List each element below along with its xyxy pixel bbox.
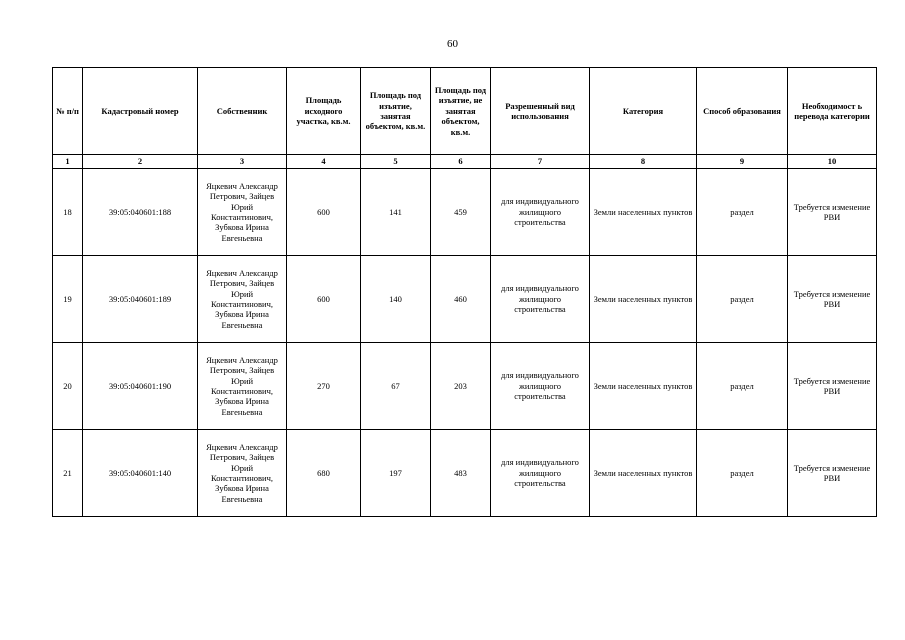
cell-area-total: 270 <box>287 343 361 430</box>
cell-conversion: Требуется изменение РВИ <box>788 343 877 430</box>
column-number: 3 <box>198 155 287 169</box>
header-cell-cadastral: Кадастровый номер <box>83 68 198 155</box>
cell-area-total: 600 <box>287 169 361 256</box>
cell-method: раздел <box>697 430 788 517</box>
header-cell-method: Способ образования <box>697 68 788 155</box>
column-number: 4 <box>287 155 361 169</box>
cell-cadastral: 39:05:040601:140 <box>83 430 198 517</box>
cell-usage: для индивидуального жилищного строительства <box>491 169 590 256</box>
cell-cadastral: 39:05:040601:190 <box>83 343 198 430</box>
column-number: 9 <box>697 155 788 169</box>
cell-number: 21 <box>53 430 83 517</box>
header-cell-number: № п/п <box>53 68 83 155</box>
cell-area-occupied: 197 <box>361 430 431 517</box>
cell-usage: для индивидуального жилищного строительства <box>491 343 590 430</box>
column-number: 7 <box>491 155 590 169</box>
column-number: 8 <box>590 155 697 169</box>
cell-cadastral: 39:05:040601:189 <box>83 256 198 343</box>
cell-category: Земли населенных пунктов <box>590 430 697 517</box>
table-row <box>53 430 877 517</box>
cell-usage: для индивидуального жилищного строительства <box>491 430 590 517</box>
cell-cadastral: 39:05:040601:188 <box>83 169 198 256</box>
table-row <box>53 343 877 430</box>
cell-owner: Яцкевич Александр Петрович, Зайцев Юрий Константинович, Зубкова Ирина Евгеньевна <box>198 430 287 517</box>
header-cell-conversion: Необходимост ь перевода категории <box>788 68 877 155</box>
header-cell-area-free: Площадь под изъятие, не занятая объектом, кв.м. <box>431 68 491 155</box>
cell-number: 19 <box>53 256 83 343</box>
cell-number: 20 <box>53 343 83 430</box>
cell-number: 18 <box>53 169 83 256</box>
header-cell-area-occupied: Площадь под изъятие, занятая объектом, кв.м. <box>361 68 431 155</box>
cell-area-free: 483 <box>431 430 491 517</box>
column-number: 6 <box>431 155 491 169</box>
table-row <box>53 256 877 343</box>
page-number: 60 <box>447 38 458 50</box>
header-cell-owner: Собственник <box>198 68 287 155</box>
column-number: 10 <box>788 155 877 169</box>
cell-method: раздел <box>697 256 788 343</box>
cell-conversion: Требуется изменение РВИ <box>788 256 877 343</box>
column-number: 2 <box>83 155 198 169</box>
land-plots-table <box>52 67 877 517</box>
header-cell-usage: Разрешенный вид использования <box>491 68 590 155</box>
cell-method: раздел <box>697 343 788 430</box>
cell-area-occupied: 140 <box>361 256 431 343</box>
cell-area-total: 680 <box>287 430 361 517</box>
cell-conversion: Требуется изменение РВИ <box>788 169 877 256</box>
cell-method: раздел <box>697 169 788 256</box>
cell-owner: Яцкевич Александр Петрович, Зайцев Юрий Константинович, Зубкова Ирина Евгеньевна <box>198 256 287 343</box>
column-number: 1 <box>53 155 83 169</box>
column-number: 5 <box>361 155 431 169</box>
cell-conversion: Требуется изменение РВИ <box>788 430 877 517</box>
cell-area-total: 600 <box>287 256 361 343</box>
cell-area-free: 203 <box>431 343 491 430</box>
cell-owner: Яцкевич Александр Петрович, Зайцев Юрий Константинович, Зубкова Ирина Евгеньевна <box>198 169 287 256</box>
header-cell-category: Категория <box>590 68 697 155</box>
column-number-row <box>53 155 877 169</box>
table-row <box>53 169 877 256</box>
header-cell-area-total: Площадь исходного участка, кв.м. <box>287 68 361 155</box>
cell-usage: для индивидуального жилищного строительства <box>491 256 590 343</box>
cell-area-free: 459 <box>431 169 491 256</box>
cell-category: Земли населенных пунктов <box>590 169 697 256</box>
cell-category: Земли населенных пунктов <box>590 256 697 343</box>
cell-owner: Яцкевич Александр Петрович, Зайцев Юрий Константинович, Зубкова Ирина Евгеньевна <box>198 343 287 430</box>
cell-area-occupied: 141 <box>361 169 431 256</box>
cell-area-occupied: 67 <box>361 343 431 430</box>
cell-category: Земли населенных пунктов <box>590 343 697 430</box>
cell-area-free: 460 <box>431 256 491 343</box>
table-header-row <box>53 68 877 155</box>
